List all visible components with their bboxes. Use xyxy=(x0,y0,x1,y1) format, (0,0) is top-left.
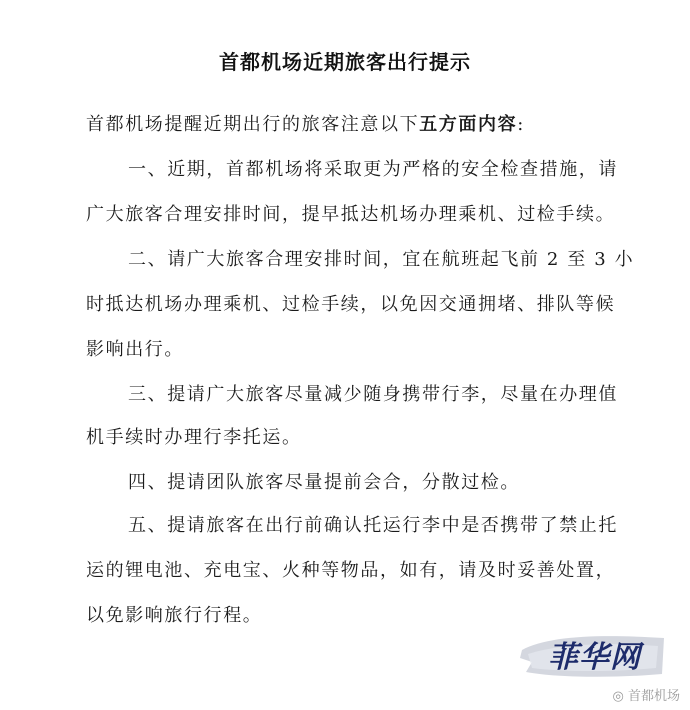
text-line: 四、提请团队旅客尽量提前会合，分散过检。 xyxy=(128,472,520,493)
brand-logo-text: 菲华网 xyxy=(548,640,641,675)
text-line: 机手续时办理行李托运。 xyxy=(86,427,302,448)
brand-watermark xyxy=(518,628,668,684)
text-line: 时抵达机场办理乘机、过检手续，以免因交通拥堵、排队等候 xyxy=(86,294,616,315)
intro-prefix: 首都机场提醒近期出行的旅客注意以下 xyxy=(86,114,420,135)
text-line: 二、请广大旅客合理安排时间，宜在航班起飞前 2 至 3 小 xyxy=(128,249,635,270)
text-line: 运的锂电池、充电宝、火种等物品，如有，请及时妥善处置， xyxy=(86,560,616,581)
text-line: 影响出行。 xyxy=(86,339,184,360)
intro-suffix: : xyxy=(517,114,525,135)
text-line: 一、近期，首都机场将采取更为严格的安全检查措施，请 xyxy=(128,159,618,180)
intro-bold: 五方面内容 xyxy=(419,114,518,135)
weibo-handle: 首都机场 xyxy=(627,689,680,704)
page-title: 首都机场近期旅客出行提示 xyxy=(219,50,471,74)
intro-line xyxy=(86,112,616,138)
weibo-watermark xyxy=(613,685,681,704)
weibo-icon: ◎ xyxy=(612,689,628,704)
text-line: 三、提请广大旅客尽量减少随身携带行李，尽量在办理值 xyxy=(128,384,618,405)
text-line: 以免影响旅行行程。 xyxy=(86,605,263,626)
text-line: 广大旅客合理安排时间，提早抵达机场办理乘机、过检手续。 xyxy=(86,204,616,225)
text-line: 五、提请旅客在出行前确认托运行李中是否携带了禁止托 xyxy=(128,515,618,536)
